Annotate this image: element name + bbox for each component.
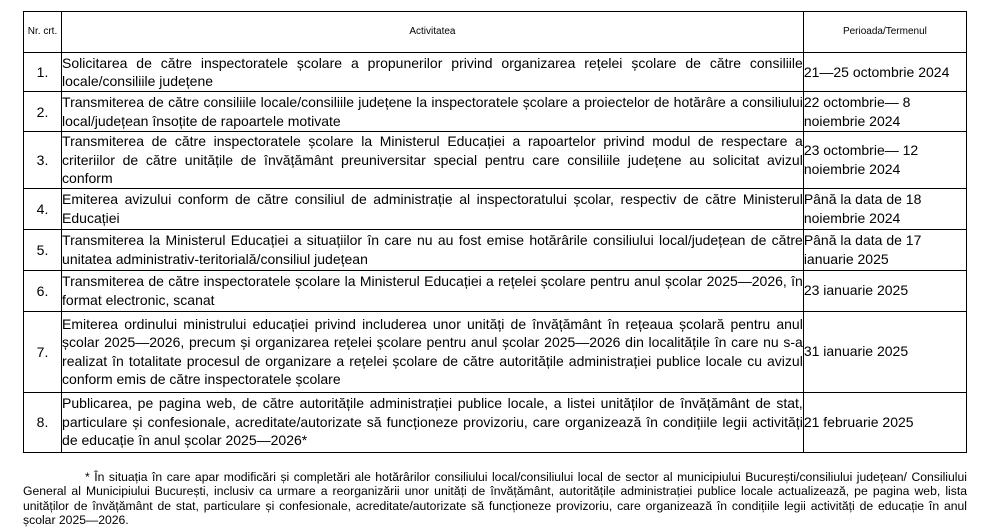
row-activity: Solicitarea de către inspectoratele școlare a propunerilor privind organizarea rețelei școlare de către consiliile locale/consiliile județene [62,53,804,92]
footnote: * În situația în care apar modificări și completări ale hotărârilor consiliului local/consiliului local de sector al municipiului București/consiliului județean/ Consiliului General al Municipiului București, inclusiv ca urmare a reorganizării unor unități de învățământ, autoritățile administrației publice locale actualizează, pe pagina web, lista unităților de învățământ de stat, particulare și confesionale, acreditate/autorizate să funcționeze provizoriu, care organizează în condițiile legii activități de educație în anul școlar 2025—2026. [23,470,967,527]
row-number: 6. [24,270,62,311]
row-number: 2. [24,92,62,132]
row-activity: Transmiterea de către inspectoratele școlare la Ministerul Educației a rapoartelor privind modul de respectare a criteriilor de către unitățile de învățământ preuniversitar special pentru care consiliile județene au solicitat avizul conform [62,133,803,186]
table-row [24,92,967,132]
row-number: 3. [24,132,62,189]
schedule-document [23,11,966,453]
row-period: 23 octombrie— 12 noiembrie 2024 [803,132,966,189]
row-period: 23 ianuarie 2025 [803,270,966,311]
table-row [24,229,967,270]
table-row [24,311,967,392]
row-period: Până la data de 18 noiembrie 2024 [803,188,966,229]
table-row [24,53,967,92]
table-header-row [24,12,967,53]
header-period: Perioada/Termenul [803,12,966,53]
row-period: 21—25 octombrie 2024 [803,53,966,92]
table-row [24,392,967,452]
row-number: 5. [24,229,62,270]
table-row [24,188,967,229]
row-number: 1. [24,53,62,92]
schedule-table [23,11,967,453]
row-activity: Transmiterea la Ministerul Educației a situațiilor în care nu au fost emise hotărârile consiliului local/județean de către unitatea administrativ-teritorială/consiliul județean [62,229,804,270]
row-period: 31 ianuarie 2025 [803,311,966,392]
row-activity: Emiterea ordinului ministrului educației privind includerea unor unități de învățământ în rețeaua școlară pentru anul școlar 2025—2026, precum și organizarea rețelei școlare pentru anul școlar 2025—2026 din localitățile în care nu s-a realizat în totalitate procesul de organizare a rețelei școlare de către autoritățile administrației publice locale cu avizul conform emis de către inspectoratele școlare [62,311,804,392]
table-row [24,270,967,311]
row-activity: Transmiterea de către inspectoratele școlare la Ministerul Educației a rețelei școlare pentru anul școlar 2025—2026, în format electronic, scanat [62,270,804,311]
row-activity: Emiterea avizului conform de către consiliul de administrație al inspectoratului școlar, respectiv de către Ministerul Educației [62,188,804,229]
row-number: 8. [24,392,62,452]
row-period: 21 februarie 2025 [803,392,966,452]
row-activity: Publicarea, pe pagina web, de către autoritățile administrației publice locale, a listei unităților de învățământ de stat, particulare și confesionale, acreditate/autorizate să funcționeze provizoriu, care organizează în condițiile legii activități de educație în anul școlar 2025—2026* [62,392,804,452]
header-nr: Nr. crt. [24,12,62,53]
row-activity: Transmiterea de către consiliile locale/consiliile județene la inspectoratele școlare a proiectelor de hotărâre a consiliului local/județean însoțite de rapoartele motivate [62,92,804,132]
row-period: Până la data de 17 ianuarie 2025 [803,229,966,270]
row-number: 7. [24,311,62,392]
row-period: 22 octombrie— 8 noiembrie 2024 [803,92,966,132]
table-row [24,132,967,189]
row-number: 4. [24,188,62,229]
header-activity: Activitatea [62,12,804,53]
